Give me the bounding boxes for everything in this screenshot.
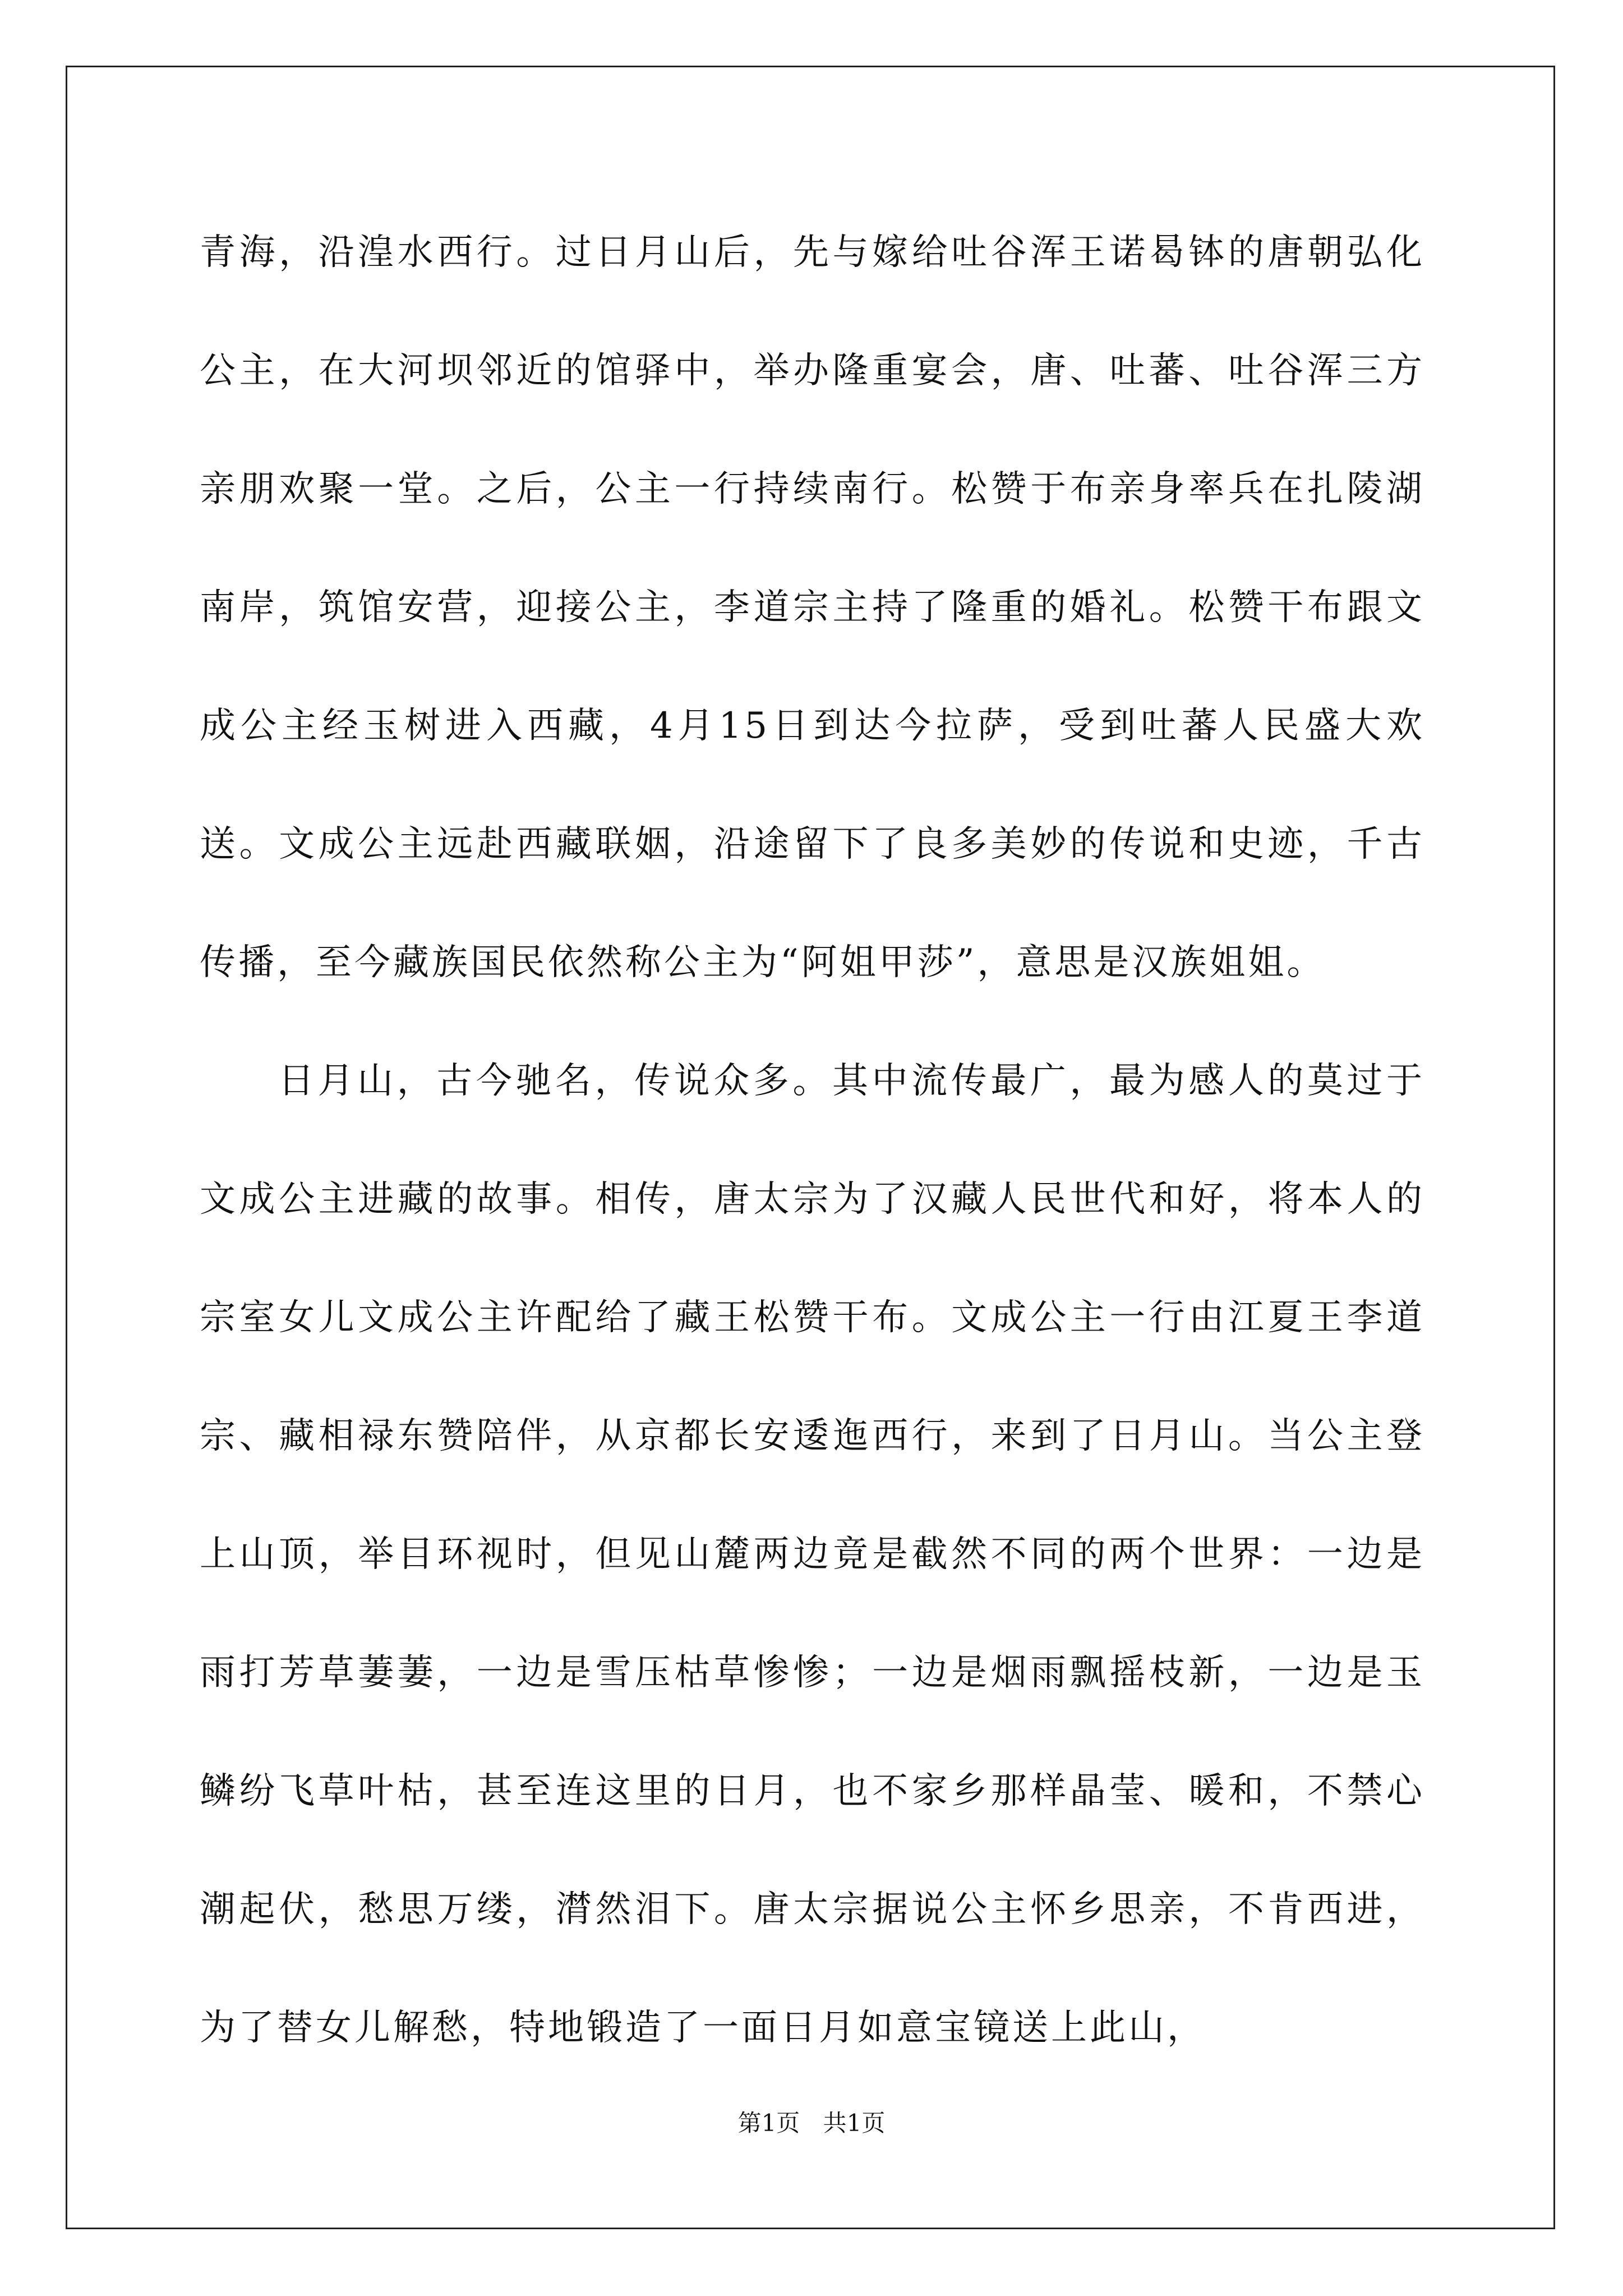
paragraph-riyue-mountain: 日月山，古今驰名，传说众多。其中流传最广，最为感人的莫过于文成公主进藏的故事。相传，唐太宗为了汉藏人民世代和好，将本人的宗室女儿文成公主许配给了藏王松赞干布。文成公主一行由江夏王李道宗、藏相禄东赞陪伴，从京都长安逶迤西行，来到了日月山。当公主登上山顶，举目环视时，但见山麓两边竟是截然不同的两个世界：一边是雨打芳草萋萋，一边是雪压枯草惨惨；一边是烟雨飘摇枝新，一边是玉鳞纷飞草叶枯，甚至连这里的日月，也不家乡那样晶莹、暖和，不禁心潮起伏，愁思万缕，潸然泪下。唐太宗据说公主怀乡思亲，不肯西进，为了替女儿解愁，特地锻造了一面日月如意宝镜送上此山， [200,1060,1425,2049]
page-total: 共1页 [823,2109,886,2137]
page-number: 第1页 [737,2109,800,2137]
paragraph-continuation: 青海，沿湟水西行。过日月山后，先与嫁给吐谷浑王诺曷钵的唐朝弘化公主，在大河坝邻近的馆驿中，举办隆重宴会，唐、吐蕃、吐谷浑三方亲朋欢聚一堂。之后，公主一行持续南行。松赞于布亲身率兵在扎陵湖南岸，筑馆安营，迎接公主，李道宗主持了隆重的婚礼。松赞干布跟文成公主经玉树进入西藏，4月15日到达今拉萨，受到吐蕃人民盛大欢送。文成公主远赴西藏联姻，沿途留下了良多美妙的传说和史迹，千古传播，至今藏族国民依然称公主为“阿姐甲莎”，意思是汉族姐姐。 [200,232,1425,983]
page-footer [0,2106,1623,2140]
document-body [200,194,1425,2087]
